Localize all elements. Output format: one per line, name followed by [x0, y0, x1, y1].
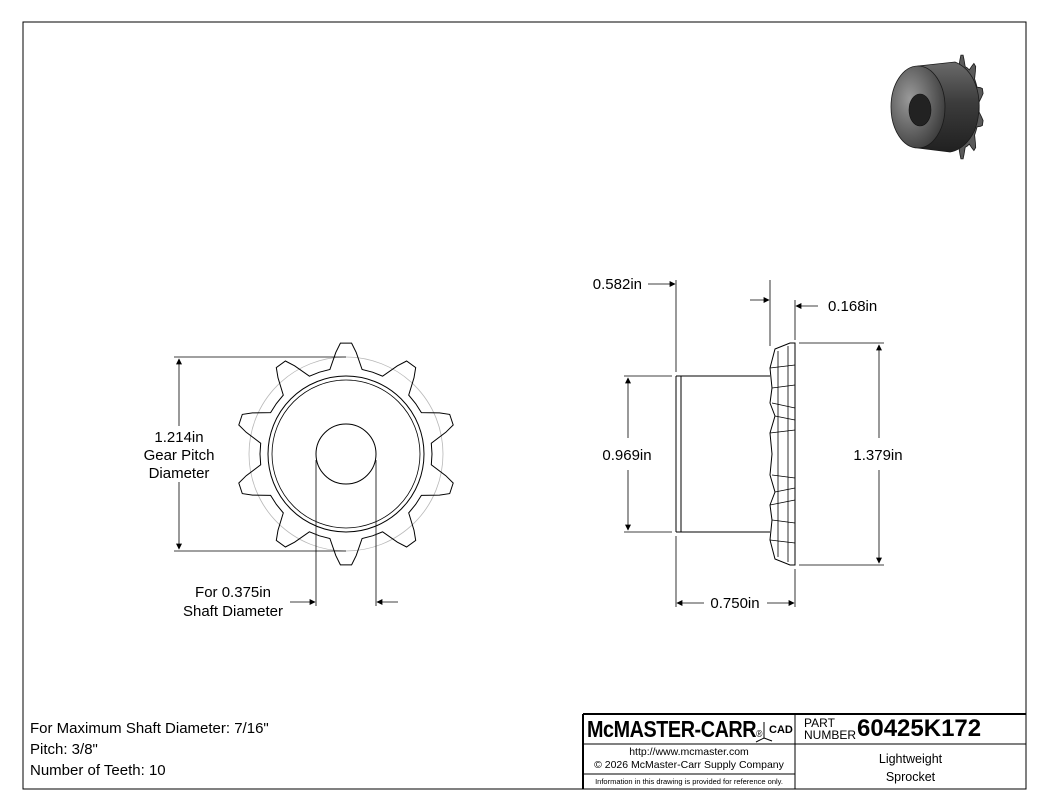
part-label-line: NUMBER [804, 728, 857, 742]
cad-label: CAD [769, 724, 793, 736]
bore-circle [316, 424, 376, 484]
outer-diameter-label: 1.379in [853, 447, 903, 464]
part-label [804, 717, 856, 741]
hub-diameter-label: 0.969in [602, 447, 652, 464]
sprocket-teeth-outline [770, 343, 795, 565]
pitch-circle [249, 357, 443, 551]
disclaimer-text: Information in this drawing is provided for reference only. [595, 777, 783, 786]
hub-inner-circle [272, 380, 420, 528]
brand-logo [587, 716, 762, 743]
max-shaft-note: For Maximum Shaft Diameter: 7/16" [30, 720, 269, 737]
front-view [144, 343, 454, 620]
overall-length-label: 0.750in [710, 595, 760, 612]
pitch-diameter-label: Gear Pitch [143, 447, 215, 464]
website-url: http://www.mcmaster.com [629, 746, 749, 758]
teeth-note: Number of Teeth: 10 [30, 762, 166, 779]
sprocket-3d-thumbnail [891, 55, 983, 159]
part-label-line: PART [804, 716, 835, 730]
hub-length-label: 0.582in [592, 276, 642, 293]
registered-mark: ® [756, 729, 763, 740]
shaft-diameter-label: For 0.375in [195, 584, 271, 601]
sheet-border [23, 22, 1026, 789]
sprocket-teeth-detail [770, 346, 795, 562]
hub-outline [676, 376, 770, 532]
pitch-diameter-label: Diameter [148, 465, 210, 482]
description-line: Sprocket [885, 770, 936, 784]
part-description [795, 750, 1026, 786]
pitch-diameter-label: 1.214in [154, 429, 204, 446]
description-line: Lightweight [878, 752, 943, 766]
tooth-width-label: 0.168in [828, 298, 878, 315]
iso-bore [909, 94, 931, 126]
hub-outer-circle [268, 376, 424, 532]
pitch-note: Pitch: 3/8" [30, 741, 98, 758]
side-view [593, 276, 903, 612]
brand-name: McMASTER-CARR [587, 716, 757, 742]
shaft-diameter-label: Shaft Diameter [182, 603, 284, 620]
copyright-text: © 2026 McMaster-Carr Supply Company [594, 759, 784, 771]
part-number: 60425K172 [857, 715, 982, 742]
